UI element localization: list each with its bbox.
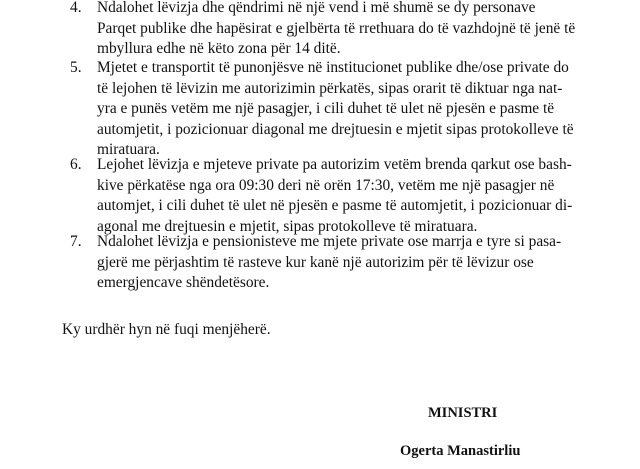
text-line: Mjetet e transportit të punonjësve në institucionet publike dhe/ose private do (97, 59, 569, 76)
text-line: emergjencave shëndetësore. (97, 274, 270, 291)
text-line: agonal me drejtuesin e mjetit, sipas protokolleve të miratuara. (97, 217, 478, 235)
text-line: miratuara. (97, 141, 160, 158)
text-line: Lejohet lëvizja e mjeteve private pa autorizim vetëm brenda qarkut ose bash- (97, 156, 572, 173)
text-line: Parqet publike dhe hapësirat e gjelbërta të rrethuara do të vazhdojnë të jenë të (97, 19, 576, 37)
text-line: Ndalohet lëvizja dhe qëndrimi në një vend i më shumë se dy personave (97, 0, 536, 16)
text-line: automjet, i cili duhet të ulet në pjesën e pasme të automjetit, i pozicionuar di- (97, 197, 573, 214)
signature-title: MINISTRI (428, 405, 498, 421)
item-number: 5. (70, 59, 82, 76)
item-number: 7. (70, 233, 82, 250)
item-text (97, 232, 590, 294)
item-text (97, 0, 590, 60)
text-line: gjerë me përjashtim të rasteve kur kanë një autorizim për të lëvizur ose (97, 253, 534, 271)
item-number: 6. (70, 156, 82, 173)
text-line: mbyllura edhe në këto zona për 14 ditë. (97, 40, 341, 57)
text-line: të lejohen të lëvizin me autorizimin përkatës, sipas orarit të diktuar nga nat- (97, 79, 563, 97)
signature-name: Ogerta Manastirliu (400, 443, 521, 459)
text-line: kive përkatëse nga ora 09:30 deri në orën 17:30, vetëm me një pasagjer në (97, 176, 555, 194)
text-line: Ndalohet lëvizja e pensionisteve me mjete private ose marrja e tyre si pasa- (97, 233, 562, 250)
item-text (97, 155, 590, 237)
item-number: 4. (70, 0, 82, 16)
text-line: yra e punës vetëm me një pasagjer, i cili duhet të ulet në pjesën e pasme të (97, 100, 555, 117)
text-line: automjetit, i pozicionuar diagonal me drejtuesin e mjetit sipas protokolleve të (97, 120, 574, 138)
order-statement: Ky urdhër hyn në fuqi menjëherë. (62, 321, 271, 338)
item-text (97, 58, 590, 161)
